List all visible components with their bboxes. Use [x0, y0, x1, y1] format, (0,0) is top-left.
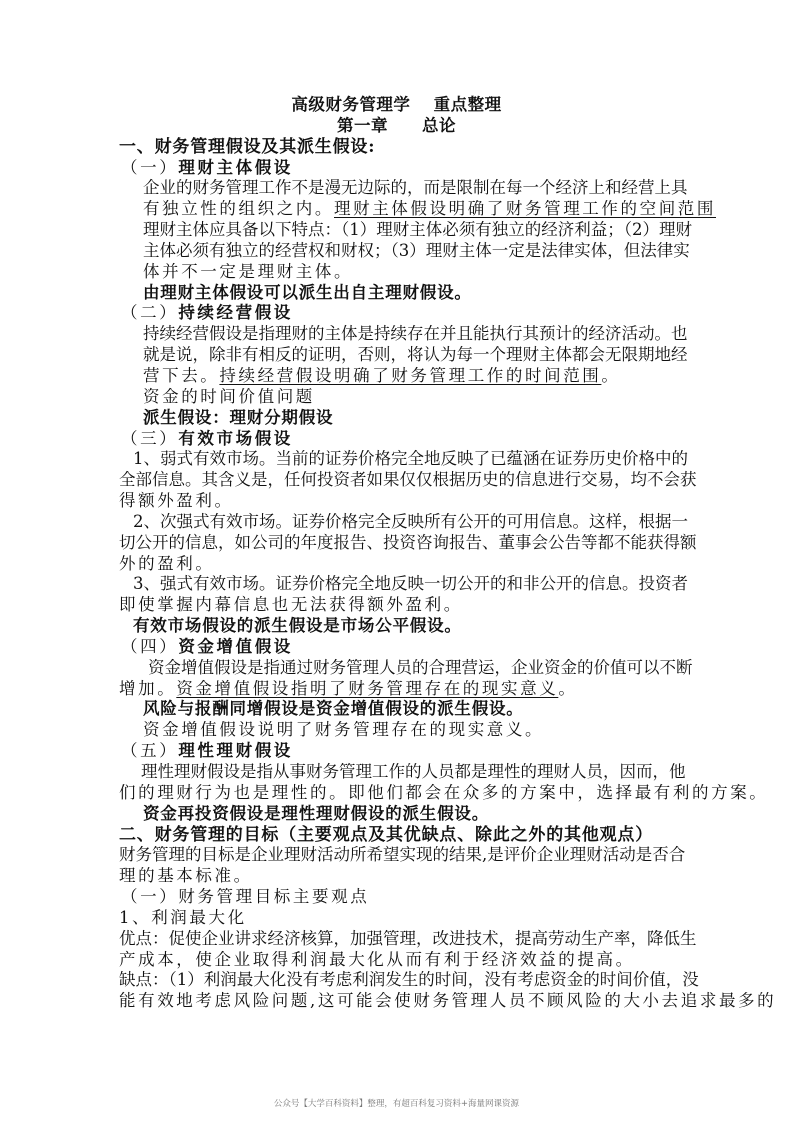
document-title: [0, 95, 793, 137]
section-heading: [0, 137, 793, 158]
section-heading: [0, 825, 793, 846]
text-line: 资金增值假设是指通过财务管理人员的合理营运，企业资金的价值可以不断: [148, 657, 693, 677]
text-line: 持续经营假设是指理财的主体是持续存在并且能执行其预计的经济活动。也: [143, 324, 688, 344]
text-line: 能有效地考虑风险问题,这可能会使财务管理人员不顾风险的大小去追求最多的: [119, 991, 777, 1011]
page-footer: 公众号【大学百科资料】整理，有超百科复习资料+海量网课资源: [273, 1099, 520, 1109]
subsection-heading: [0, 741, 793, 762]
body-paragraph: [0, 220, 793, 283]
text-line: 1、弱式有效市场。当前的证券价格完全地反映了已蕴涵在证券历史价格中的: [133, 449, 688, 469]
body-paragraph: [0, 178, 793, 220]
numbered-paragraph: [0, 574, 793, 616]
text-line: 1、利润最大化: [119, 907, 247, 927]
text-line: 高级财务管理学 重点整理: [291, 95, 502, 114]
body-paragraph: [0, 762, 793, 804]
text-line: 由理财主体假设可以派生出自主理财假设。: [143, 282, 472, 302]
text-span: 增加。: [119, 678, 177, 698]
text-line: 外的盈利。: [119, 553, 215, 573]
text-line: 有效市场假设的派生假设是市场公平假设。: [133, 616, 462, 636]
heading-text: 理性理财假设: [178, 741, 293, 761]
text-line: [121, 429, 793, 450]
text-span: （三）: [121, 428, 179, 448]
subsection-heading: [0, 158, 793, 179]
text-line: 第一章 总论: [337, 115, 456, 135]
subsection-heading: [0, 637, 793, 658]
heading-text: 持续经营假设: [178, 303, 293, 323]
text-line: 优点：促使企业讲求经济核算，加强管理，改进技术，提高劳动生产率，降低生: [119, 928, 697, 948]
derived-assumption: [0, 283, 793, 304]
derived-assumption: [0, 699, 793, 720]
text-line: 主体必须有独立的经营权和财权；（3）理财主体一定是法律实体，但法律实: [143, 240, 690, 260]
subsection-heading: [0, 429, 793, 450]
text-line: 缺点：（1）利润最大化没有考虑利润发生的时间，没有考虑资金的时间价值，没: [119, 970, 699, 990]
underlined-key-point: 持续经营假设明确了财务管理工作的时间范围: [219, 365, 602, 385]
text-span: （二）: [121, 303, 179, 323]
text-line: 理财主体应具备以下特点：（1）理财主体必须有独立的经济利益；（2）理财: [143, 220, 692, 240]
text-line: 们的理财行为也是理性的。即他们都会在众多的方案中，选择最有利的方案。: [119, 782, 769, 802]
text-line: 风险与报酬同增假设是资金增值假设的派生假设。: [143, 699, 524, 719]
text-span: 营下去。: [143, 365, 220, 385]
body-paragraph: [0, 908, 793, 929]
text-line: 体并不一定是理财主体。: [143, 261, 354, 281]
heading-text: 资金增值假设: [178, 636, 293, 656]
numbered-paragraph: [0, 512, 793, 575]
text-line: [121, 303, 793, 324]
text-span: 。: [601, 365, 621, 385]
text-span: （五）: [121, 741, 179, 761]
subsection-heading: [0, 887, 793, 908]
text-span: 有独立性的组织之内。: [143, 199, 334, 219]
text-line: 派生假设：理财分期假设: [143, 407, 334, 427]
text-line: 资金增值假设说明了财务管理存在的现实意义。: [143, 720, 545, 740]
heading-text: 理财主体假设: [178, 157, 293, 177]
text-line: [143, 199, 716, 220]
body-paragraph: [0, 658, 793, 700]
body-paragraph: [0, 929, 793, 971]
text-line: 2、次强式有效市场。证券价格完全反映所有公开的可用信息。这样，根据一: [133, 511, 688, 531]
numbered-paragraph: [0, 449, 793, 512]
text-line: 全部信息。其含义是，任何投资者如果仅仅根据历史的信息进行交易，均不会获: [119, 470, 697, 490]
text-span: （四）: [121, 636, 179, 656]
body-paragraph: [0, 387, 793, 408]
text-line: 财务管理的目标是企业理财活动所希望实现的结果,是评价企业理财活动是否合: [119, 845, 686, 865]
underlined-key-point: 资金增值假设指明了财务管理存在的现实意义: [176, 678, 559, 698]
text-line: 理性理财假设是指从事财务管理工作的人员都是理性的理财人员，因而，他: [141, 762, 686, 781]
derived-assumption: [0, 408, 793, 429]
derived-assumption: [0, 804, 793, 825]
text-line: 3、强式有效市场。证券价格完全地反映一切公开的和非公开的信息。投资者: [133, 574, 688, 594]
text-line: 即使掌握内幕信息也无法获得额外盈利。: [119, 595, 463, 615]
body-paragraph: [0, 720, 793, 741]
heading-text: 有效市场假设: [178, 428, 293, 448]
text-line: 企业的财务管理工作不是漫无边际的，而是限制在每一个经济上和经营上具: [143, 178, 688, 198]
text-line: （一）财务管理目标主要观点: [121, 887, 370, 907]
text-line: [121, 741, 793, 762]
text-line: 理的基本标准。: [119, 866, 253, 886]
underlined-key-point: 理财主体假设明确了财务管理工作的空间范围: [334, 199, 716, 219]
text-line: 资金再投资假设是理性理财假设的派生假设。: [143, 803, 489, 823]
text-line: [121, 158, 793, 179]
text-line: [121, 637, 793, 658]
text-line: 得额外盈利。: [119, 491, 234, 511]
text-line: 二、财务管理的目标（主要观点及其优缺点、除此之外的其他观点）: [119, 824, 653, 845]
text-line: 产成本，使企业取得利润最大化从而有利于经济效益的提高。: [119, 949, 635, 969]
body-paragraph: [0, 324, 793, 387]
derived-assumption: [0, 616, 793, 637]
body-paragraph: [0, 845, 793, 887]
body-paragraph: [0, 970, 793, 1012]
document-body: [0, 95, 793, 1012]
text-span: 。: [558, 678, 578, 698]
text-line: [119, 679, 617, 700]
text-line: 切公开的信息，如公司的年度报告、投资咨询报告、董事会公告等都不能获得额: [119, 532, 697, 552]
subsection-heading: [0, 303, 793, 324]
text-line: 一、财务管理假设及其派生假设:: [119, 136, 376, 157]
text-line: 资金的时间价值问题: [143, 386, 315, 406]
text-line: [143, 365, 621, 387]
text-span: （一）: [121, 157, 179, 177]
text-line: 就是说，除非有相反的证明，否则，将认为每一个理财主体都会无限期地经: [143, 345, 688, 365]
